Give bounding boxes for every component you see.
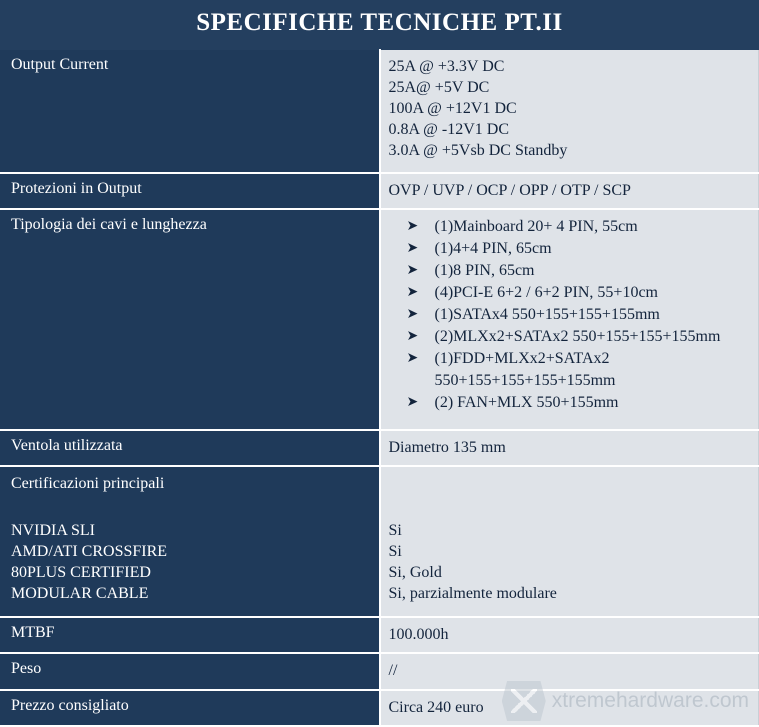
list-item-label: (2) FAN+MLX 550+155mm [434,394,619,412]
table-row [1,617,759,653]
row-label-cavi: Tipologia dei cavi e lunghezza [1,209,380,429]
list-item [407,348,753,392]
row-value-peso [380,653,759,689]
list-item-label: (2)MLXx2+SATAx2 550+155+155+155mm [434,328,721,346]
arrow-bullet-icon: ➤ [406,395,419,411]
spacer [389,473,753,494]
arrow-bullet-icon: ➤ [406,351,419,367]
row-value-ventola [380,430,759,466]
page-title: SPECIFICHE TECNICHE PT.II [1,1,759,50]
list-item-label: (1)FDD+MLXx2+SATAx2 [434,350,610,368]
cert-value-modular-cable: Si, parzialmente modulare [388,584,557,602]
watermark-label: xtremehardware.com [551,689,749,712]
list-item-label: (1)4+4 PIN, 65cm [434,240,552,258]
table-row [1,50,759,173]
table-row [1,466,759,617]
cert-label-nvidia-sli: NVIDIA SLI [11,521,95,539]
list-item [407,216,753,238]
table-title-row [1,1,759,50]
table-row [1,209,759,429]
arrow-bullet-icon: ➤ [406,241,419,257]
list-item [407,238,753,260]
output-current-line: 25A@ +5V DC [388,79,490,96]
certificazioni-heading: Certificazioni principali [11,474,165,492]
output-current-line: 0.8A @ -12V1 DC [388,121,510,138]
spacer [389,494,753,520]
row-label-mtbf: MTBF [1,617,380,653]
row-value-cavi [380,209,759,429]
protezioni-line: OVP / UVP / OCP / OPP / OTP / SCP [388,181,631,199]
row-label-peso: Peso [1,653,380,689]
cert-label-80plus: 80PLUS CERTIFIED [11,563,151,581]
arrow-bullet-icon: ➤ [406,285,419,301]
list-item [407,326,753,348]
cert-value-80plus: Si, Gold [388,563,442,581]
arrow-bullet-icon: ➤ [406,307,419,323]
list-item-label: (4)PCI-E 6+2 / 6+2 PIN, 55+10cm [434,284,658,302]
output-current-line: 3.0A @ +5Vsb DC Standby [388,142,568,159]
mtbf-line: 100.000h [388,625,449,643]
ventola-line: Diametro 135 mm [388,438,506,456]
table-row [1,690,759,726]
cert-value-nvidia-sli: Si [388,521,402,539]
row-label-certificazioni [1,466,380,617]
list-item [407,282,753,304]
list-item-label: (1)8 PIN, 65cm [434,262,535,280]
list-item [407,260,753,282]
row-value-mtbf [380,617,759,653]
arrow-bullet-icon: ➤ [406,263,419,279]
row-label-output-current: Output Current [1,50,380,173]
row-value-certificazioni [380,466,759,617]
peso-line: // [388,662,398,680]
list-item-label: (1)Mainboard 20+ 4 PIN, 55cm [434,218,638,236]
prezzo-line: Circa 240 euro [388,698,484,716]
arrow-bullet-icon: ➤ [406,219,419,235]
cert-label-crossfire: AMD/ATI CROSSFIRE [11,542,168,560]
list-item [407,392,753,414]
cert-value-crossfire: Si [388,542,402,560]
row-label-ventola: Ventola utilizzata [1,430,380,466]
list-item [407,304,753,326]
row-value-prezzo [380,690,759,726]
row-value-protezioni [380,173,759,209]
cable-list [389,216,753,414]
spacer [11,494,379,520]
output-current-line: 100A @ +12V1 DC [388,100,517,117]
list-item-sublabel: 550+155+155+155+155mm [434,372,616,390]
table-row [1,173,759,209]
cert-label-modular-cable: MODULAR CABLE [11,584,149,602]
table-row [1,430,759,466]
row-label-prezzo: Prezzo consigliato [1,690,380,726]
table-row [1,653,759,689]
output-current-line: 25A @ +3.3V DC [388,58,505,75]
row-value-output-current [380,50,759,173]
row-label-protezioni: Protezioni in Output [1,173,380,209]
arrow-bullet-icon: ➤ [406,329,419,345]
list-item-label: (1)SATAx4 550+155+155+155mm [434,306,660,324]
